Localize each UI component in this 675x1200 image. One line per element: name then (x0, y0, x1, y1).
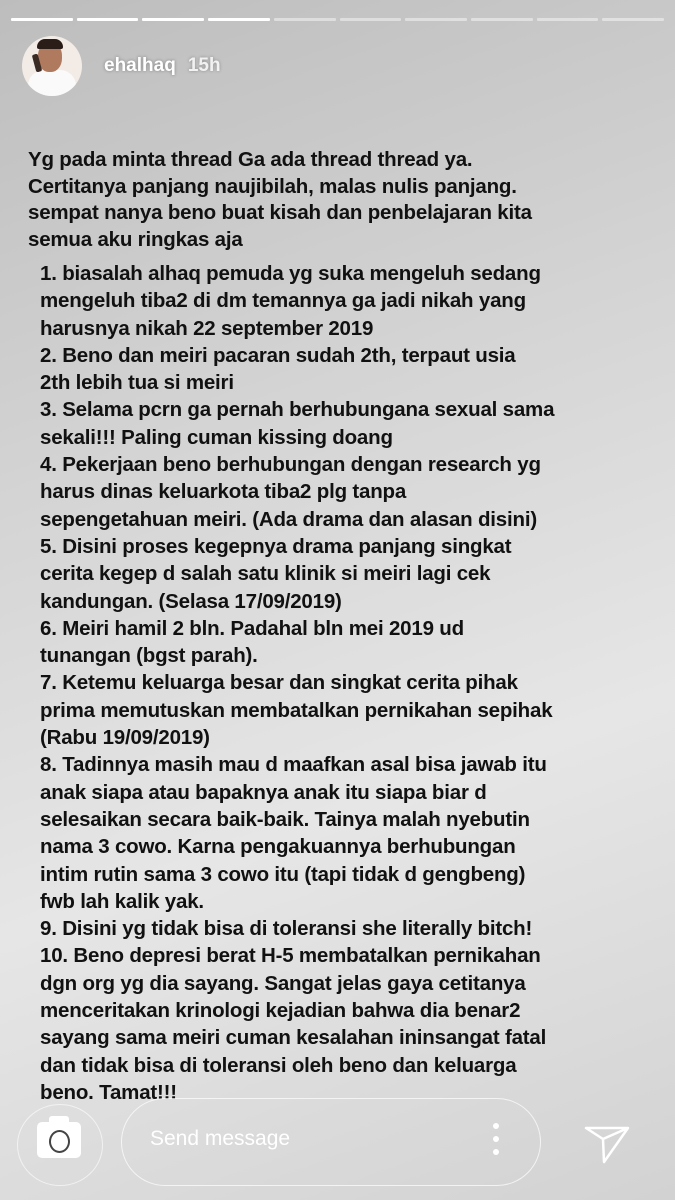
list-line: menceritakan krinologi kejadian bahwa dia benar2 (40, 999, 521, 1023)
avatar[interactable] (22, 36, 82, 96)
list-line: 3. Selama pcrn ga pernah berhubungana sexual sama (40, 398, 555, 422)
list-line: anak siapa atau bapaknya anak itu siapa biar d (40, 780, 487, 804)
list-line: sayang sama meiri cuman kesalahan ininsangat fatal (40, 1026, 547, 1050)
list-line: mengeluh tiba2 di dm temannya ga jadi nikah yang (40, 289, 526, 313)
list-line: 2th lebih tua si meiri (40, 371, 234, 395)
list-line: prima memutuskan membatalkan pernikahan sepihak (40, 698, 553, 722)
list-line: 2. Beno dan meiri pacaran sudah 2th, terpaut usia (40, 343, 516, 367)
list-line: 5. Disini proses kegepnya drama panjang singkat (40, 534, 512, 558)
progress-segment (142, 18, 204, 21)
list-line: 8. Tadinnya masih mau d maafkan asal bisa jawab itu (40, 753, 547, 777)
list-line: 4. Pekerjaan beno berhubungan dengan research yg (40, 453, 541, 477)
story-list (40, 260, 554, 1106)
list-line: nama 3 cowo. Karna pengakuannya berhubungan (40, 835, 516, 859)
list-line: 10. Beno depresi berat H-5 membatalkan pernikahan (40, 944, 541, 968)
list-line: cerita kegep d salah satu klinik si meiri lagi cek (40, 562, 491, 586)
intro-line: sempat nanya beno buat kisah dan penbelajaran kita (28, 201, 532, 224)
list-line: kandungan. (Selasa 17/09/2019) (40, 589, 342, 613)
progress-segment (602, 18, 664, 21)
list-line: tunangan (bgst parah). (40, 644, 258, 668)
list-line: (Rabu 19/09/2019) (40, 726, 210, 750)
list-line: beno. Tamat!!! (40, 1080, 177, 1104)
list-line: sekali!!! Paling cuman kissing doang (40, 425, 393, 449)
progress-segment (274, 18, 336, 21)
list-line: 1. biasalah alhaq pemuda yg suka mengeluh sedang (40, 262, 541, 285)
list-line: dgn org yg dia sayang. Sangat jelas gaya cetitanya (40, 971, 526, 995)
progress-segment (208, 18, 270, 21)
more-options-icon[interactable] (493, 1123, 499, 1155)
list-line: selesaikan secara baik-baik. Tainya malah nyebutin (40, 807, 530, 831)
list-line: sepengetahuan meiri. (Ada drama dan alasan disini) (40, 507, 537, 531)
progress-segment (471, 18, 533, 21)
list-line: dan tidak bisa di toleransi oleh beno dan keluarga (40, 1053, 517, 1077)
story-progress-bar (11, 18, 664, 21)
send-message-placeholder: Send message (150, 1127, 291, 1150)
list-line: 6. Meiri hamil 2 bln. Padahal bln mei 2019 ud (40, 616, 464, 640)
list-line: 9. Disini yg tidak bisa di toleransi she literally bitch! (40, 917, 533, 941)
progress-segment (340, 18, 402, 21)
username[interactable]: ehalhaq (104, 55, 176, 76)
intro-line: Certitanya panjang naujibilah, malas nulis panjang. (28, 174, 517, 198)
reply-bar (0, 1100, 675, 1180)
intro-line: semua aku ringkas aja (28, 227, 243, 251)
progress-segment (405, 18, 467, 21)
camera-icon (37, 1122, 81, 1158)
progress-segment (537, 18, 599, 21)
progress-segment (11, 18, 73, 21)
list-line: fwb lah kalik yak. (40, 889, 204, 913)
send-message-input[interactable] (121, 1098, 541, 1186)
send-direct-icon[interactable] (584, 1120, 630, 1166)
intro-text (28, 147, 554, 253)
list-line: harus dinas keluarkota tiba2 plg tanpa (40, 480, 407, 504)
post-time: 15h (187, 55, 221, 76)
list-line: 7. Ketemu keluarga besar dan singkat cerita pihak (40, 671, 518, 695)
story-header (22, 36, 221, 96)
progress-segment (77, 18, 139, 21)
list-line: harusnya nikah 22 september 2019 (40, 316, 374, 340)
story-text (28, 147, 554, 1106)
intro-line: Yg pada minta thread Ga ada thread thread ya. (28, 148, 473, 171)
list-line: intim rutin sama 3 cowo itu (tapi tidak d gengbeng) (40, 862, 526, 886)
